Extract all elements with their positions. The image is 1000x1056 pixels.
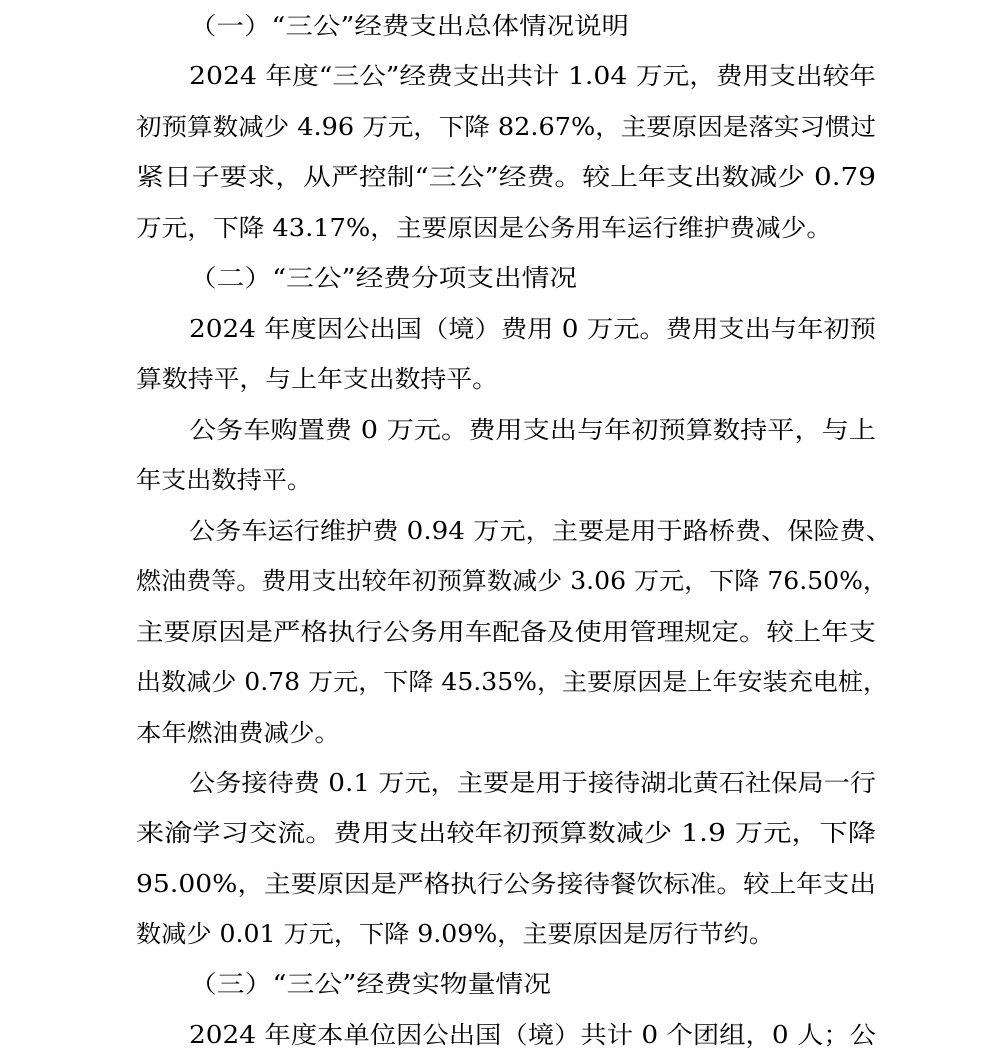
- paragraph-line: 紧日子要求，从严控制“三公”经费。较上年支出数减少 0.79: [136, 163, 876, 191]
- paragraph-line: 95.00%，主要原因是严格执行公务接待餐饮标准。较上年支出: [136, 870, 877, 898]
- paragraph-line: 主要原因是严格执行公务用车配备及使用管理规定。较上年支: [136, 618, 876, 646]
- paragraph-line: 算数持平，与上年支出数持平。: [136, 365, 498, 393]
- paragraph-line: 万元，下降 43.17%，主要原因是公务用车运行维护费减少。: [136, 214, 832, 242]
- paragraph-line: 2024 年度“三公”经费支出共计 1.04 万元，费用支出较年: [189, 62, 877, 90]
- section-heading-2: （二）“三公”经费分项支出情况: [189, 264, 577, 292]
- paragraph-line: 2024 年度因公出国（境）费用 0 万元。费用支出与年初预: [189, 315, 876, 343]
- paragraph-line: 出数减少 0.78 万元，下降 45.35%，主要原因是上年安装充电桩，: [136, 668, 888, 696]
- paragraph-line: 初预算数减少 4.96 万元，下降 82.67%，主要原因是落实习惯过: [136, 113, 876, 141]
- paragraph-line: 公务车运行维护费 0.94 万元，主要是用于路桥费、保险费、: [189, 517, 892, 545]
- paragraph-line: 公务接待费 0.1 万元，主要是用于接待湖北黄石社保局一行: [189, 769, 876, 797]
- paragraph-line: 年支出数持平。: [136, 466, 312, 494]
- section-heading-3: （三）“三公”经费实物量情况: [189, 970, 551, 998]
- paragraph-line: 公务车购置费 0 万元。费用支出与年初预算数持平，与上: [189, 416, 876, 444]
- paragraph-line: 本年燃油费减少。: [136, 719, 340, 747]
- paragraph-line: 燃油费等。费用支出较年初预算数减少 3.06 万元，下降 76.50%，: [136, 567, 888, 595]
- paragraph-line: 来渝学习交流。费用支出较年初预算数减少 1.9 万元，下降: [136, 819, 876, 847]
- paragraph-line: 数减少 0.01 万元，下降 9.09%，主要原因是厉行节约。: [136, 920, 775, 948]
- paragraph-line: 2024 年度本单位因公出国（境）共计 0 个团组，0 人；公: [189, 1021, 876, 1049]
- section-heading-1: （一）“三公”经费支出总体情况说明: [189, 12, 629, 40]
